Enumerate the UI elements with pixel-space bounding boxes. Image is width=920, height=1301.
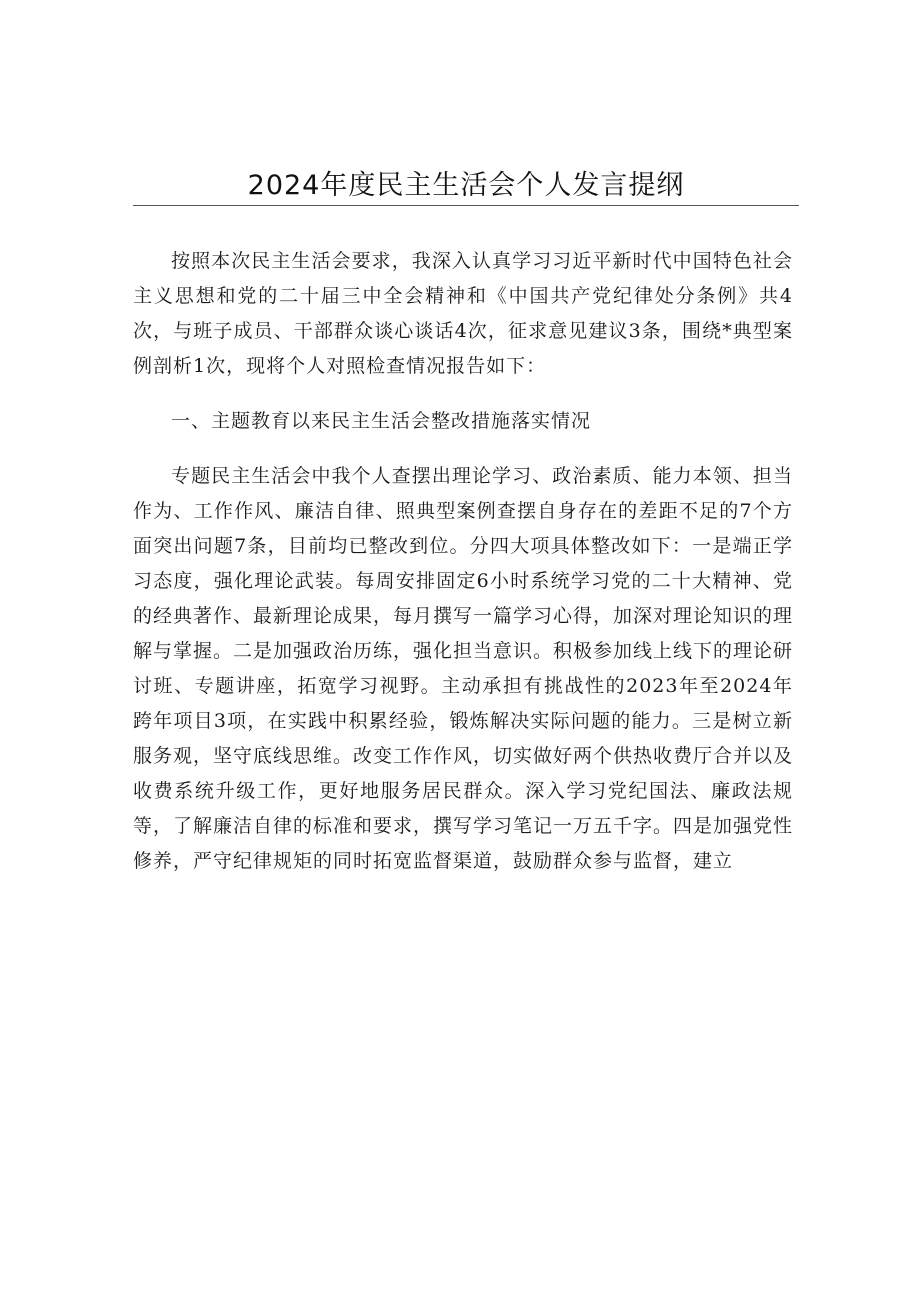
title-underline [133,205,799,206]
body-paragraph: 专题民主生活会中我个人查摆出理论学习、政治素质、能力本领、担当作为、工作作风、廉洁自律、照典型案例查摆自身存在的差距不足的7个方面突出问题7条，目前均已整改到位。分四大项具体整改如下：一是端正学习态度，强化理论武装。每周安排固定6小时系统学习党的二十大精神、党的经典著作、最新理论成果，每月撰写一篇学习心得，加深对理论知识的理解与掌握。二是加强政治历练，强化担当意识。积极参加线上线下的理论研讨班、专题讲座，拓宽学习视野。主动承担有挑战性的2023年至2024年跨年项目3项，在实践中积累经验，锻炼解决实际问题的能力。三是树立新服务观，坚守底线思维。改变工作作风，切实做好两个供热收费厅合并以及收费系统升级工作，更好地服务居民群众。深入学习党纪国法、廉政法规等，了解廉洁自律的标准和要求，撰写学习笔记一万五千字。四是加强党性修养，严守纪律规矩的同时拓宽监督渠道，鼓励群众参与监督，建立 [133,465,794,872]
section-heading: 一、主题教育以来民主生活会整改措施落实情况 [171,410,592,432]
document-body [133,244,793,879]
intro-paragraph: 按照本次民主生活会要求，我深入认真学习习近平新时代中国特色社会主义思想和党的二十届三中全会精神和《中国共产党纪律处分条例》共4次，与班子成员、干部群众谈心谈话4次，征求意见建议3条，围绕*典型案例剖析1次，现将个人对照检查情况报告如下： [133,250,793,377]
document-title: 2024年度民主生活会个人发言提纲 [247,170,685,201]
